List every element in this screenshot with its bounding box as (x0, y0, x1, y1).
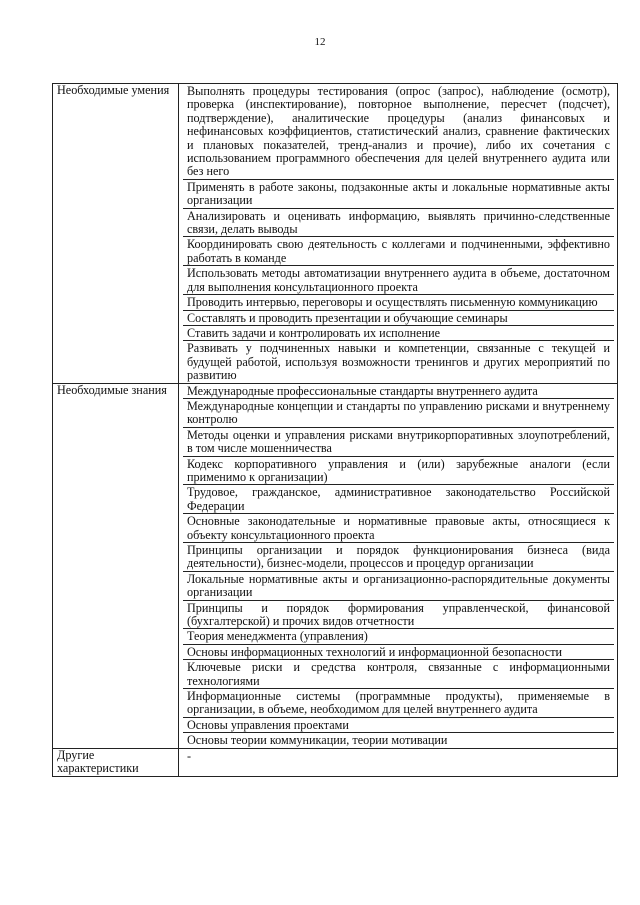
list-item: Информационные системы (программные продукты), применяемые в организации, в объеме, необходимом для целей внутреннего аудита (183, 689, 614, 718)
list-item: Ставить задачи и контролировать их исполнение (183, 326, 614, 341)
other-row (53, 748, 618, 776)
page-number: 12 (314, 36, 326, 48)
list-item: Применять в работе законы, подзаконные акты и локальные нормативные акты организации (183, 180, 614, 209)
list-item: Кодекс корпоративного управления и (или) зарубежные аналоги (если применимо к организации) (183, 457, 614, 486)
list-item: Ключевые риски и средства контроля, связанные с информационными технологиями (183, 660, 614, 689)
list-item: Основы теории коммуникации, теории мотивации (187, 733, 448, 748)
list-item: Методы оценки и управления рисками внутрикорпоративных злоупотреблений, в том числе мошенничества (183, 428, 614, 457)
list-item: Анализировать и оценивать информацию, выявлять причинно-следственные связи, делать выводы (183, 209, 614, 238)
list-item: Использовать методы автоматизации внутреннего аудита в объеме, достаточном для выполнения консультационного проекта (183, 266, 614, 295)
skills-list (179, 84, 618, 384)
skills-row (53, 84, 618, 384)
list-item: Международные профессиональные стандарты внутреннего аудита (183, 384, 614, 399)
list-item: Трудовое, гражданское, административное законодательство Российской Федерации (183, 485, 614, 514)
list-item: Теория менеджмента (управления) (183, 629, 614, 644)
list-item: Координировать свою деятельность с коллегами и подчиненными, эффективно работать в команде (183, 237, 614, 266)
knowledge-list (179, 383, 618, 748)
list-item: Международные концепции и стандарты по управлению рисками и внутреннему контролю (183, 399, 614, 428)
list-item: Проводить интервью, переговоры и осуществлять письменную коммуникацию (183, 295, 614, 310)
knowledge-label: Необходимые знания (53, 383, 179, 748)
list-item: Выполнять процедуры тестирования (опрос (запрос), наблюдение (осмотр), проверка (инспектирование), повторное выполнение, пересчет (подсчет), подтверждение), аналитические процедуры (анализ финансовых и нефинансовых коэффициентов, статистический анализ, сравнение фактических и плановых показателей, тренд-анализ и прочие), либо их сочетания с использованием программного обеспечения для целей внутреннего аудита или без него (183, 84, 614, 180)
requirements-table (52, 83, 618, 777)
other-value-cell (179, 748, 618, 776)
other-value: - (187, 748, 192, 763)
list-item: Основы информационных технологий и информационной безопасности (183, 645, 614, 660)
list-item: Принципы и порядок формирования управленческой, финансовой (бухгалтерской) и прочих видов отчетности (183, 601, 614, 630)
list-item: Составлять и проводить презентации и обучающие семинары (183, 311, 614, 326)
skills-label: Необходимые умения (53, 84, 179, 384)
knowledge-row (53, 383, 618, 748)
list-item: Принципы организации и порядок функционирования бизнеса (вида деятельности), бизнес-модели, процессов и процедур организации (183, 543, 614, 572)
list-item: Основы управления проектами (183, 718, 614, 733)
list-item: Локальные нормативные акты и организационно-распорядительные документы организации (183, 572, 614, 601)
list-item: Основные законодательные и нормативные правовые акты, относящиеся к объекту консультационного проекта (183, 514, 614, 543)
list-item: Развивать у подчиненных навыки и компетенции, связанные с текущей и будущей работой, используя возможности тренингов и других мероприятий по развитию (187, 341, 610, 383)
other-label: Другие характеристики (53, 748, 179, 776)
